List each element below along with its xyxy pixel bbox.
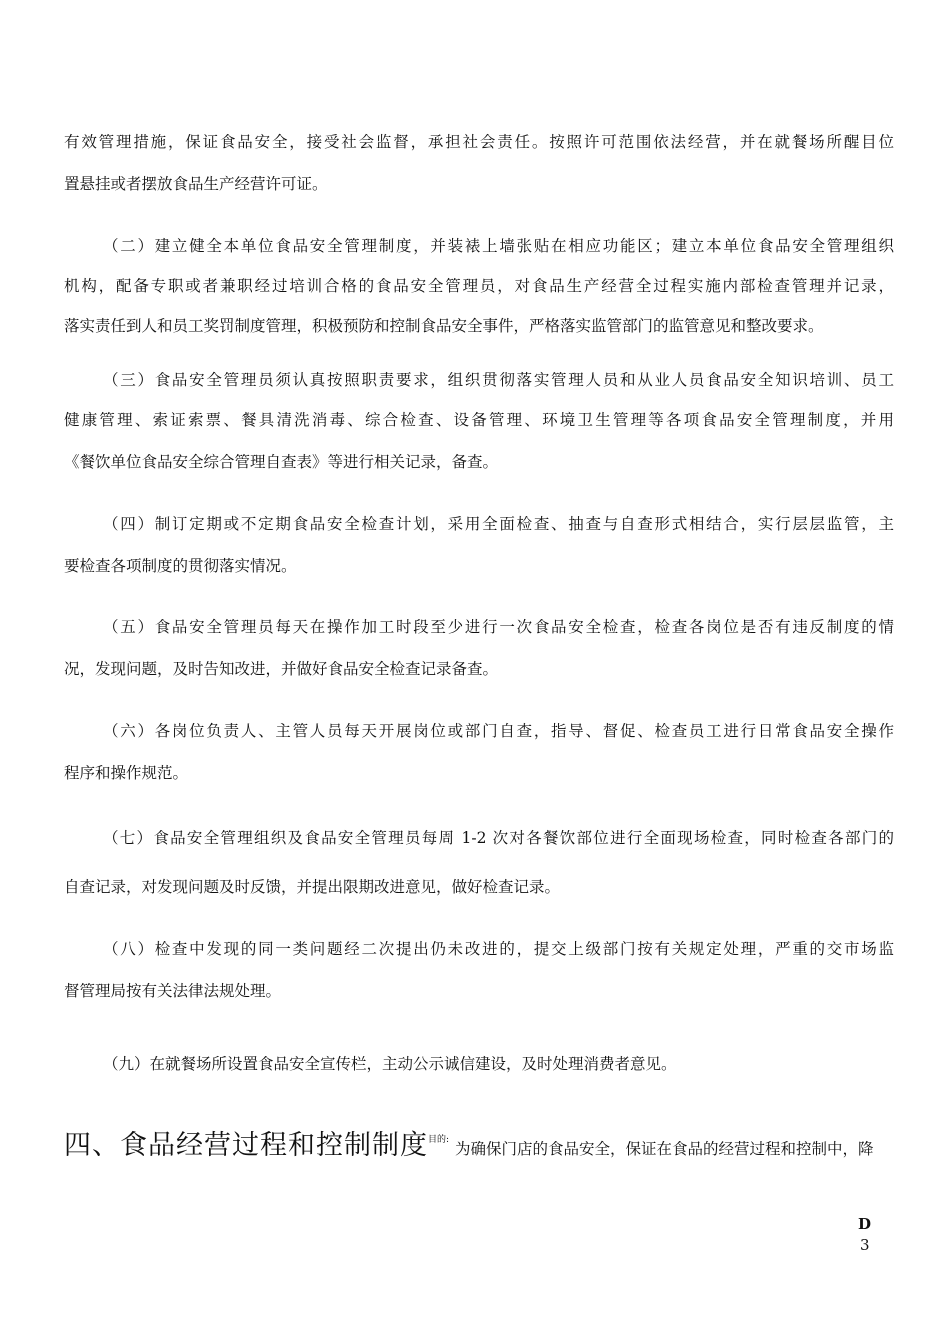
section-title: 四、食品经营过程和控制制度 (64, 1130, 428, 1161)
paragraph-line: （六）各岗位负责人、主管人员每天开展岗位或部门自查，指导、督促、检查员工进行日常食品安全操作 (103, 722, 894, 740)
section-heading (64, 1122, 894, 1167)
paragraph-line: 程序和操作规范。 (64, 764, 189, 782)
paragraph-line: （二）建立健全本单位食品安全管理制度，并装裱上墙张贴在相应功能区；建立本单位食品安全管理组织 (103, 237, 894, 255)
paragraph-line: 自查记录，对发现问题及时反馈，并提出限期改进意见，做好检查记录。 (64, 878, 561, 896)
paragraph-line: 健康管理、索证索票、餐具清洗消毒、综合检查、设备管理、环境卫生管理等各项食品安全管理制度，并用 (64, 411, 894, 429)
paragraph-line: 《餐饮单位食品安全综合管理自查表》等进行相关记录，备查。 (64, 453, 499, 471)
paragraph-line: （三）食品安全管理员须认真按照职责要求，组织贯彻落实管理人员和从业人员食品安全知识培训、员工 (103, 371, 894, 389)
paragraph-line: 置悬挂或者摆放食品生产经营许可证。 (64, 175, 328, 193)
paragraph-line: 要检查各项制度的贯彻落实情况。 (64, 557, 297, 575)
paragraph-line: （四）制订定期或不定期食品安全检查计划，采用全面检查、抽查与自查形式相结合，实行层层监管，主 (103, 515, 894, 533)
footer-letter: D (858, 1215, 872, 1233)
paragraph-line: 督管理局按有关法律法规处理。 (64, 982, 282, 1000)
section-purpose-label: 目的: (428, 1135, 450, 1145)
page-number: 3 (860, 1236, 870, 1254)
paragraph-line: （七）食品安全管理组织及食品安全管理员每周 1-2 次对各餐饮部位进行全面现场检查，同时检查各部门的 (103, 829, 894, 847)
paragraph-line: 有效管理措施，保证食品安全，接受社会监督，承担社会责任。按照许可范围依法经营，并在就餐场所醒目位 (64, 133, 894, 151)
section-purpose-text: 为确保门店的食品安全，保证在食品的经营过程和控制中，降 (455, 1140, 874, 1158)
paragraph-line: 机构，配备专职或者兼职经过培训合格的食品安全管理员，对食品生产经营全过程实施内部检查管理并记录， (64, 277, 894, 295)
paragraph-line: 落实责任到人和员工奖罚制度管理，积极预防和控制食品安全事件，严格落实监管部门的监管意见和整改要求。 (64, 317, 824, 335)
paragraph-line: （五）食品安全管理员每天在操作加工时段至少进行一次食品安全检查，检查各岗位是否有违反制度的情 (103, 618, 894, 636)
paragraph-line: （九）在就餐场所设置食品安全宣传栏，主动公示诚信建设，及时处理消费者意见。 (103, 1055, 677, 1073)
paragraph-line: （八）检查中发现的同一类问题经二次提出仍未改进的，提交上级部门按有关规定处理，严重的交市场监 (103, 940, 894, 958)
paragraph-line: 况，发现问题，及时告知改进，并做好食品安全检查记录备查。 (64, 660, 499, 678)
